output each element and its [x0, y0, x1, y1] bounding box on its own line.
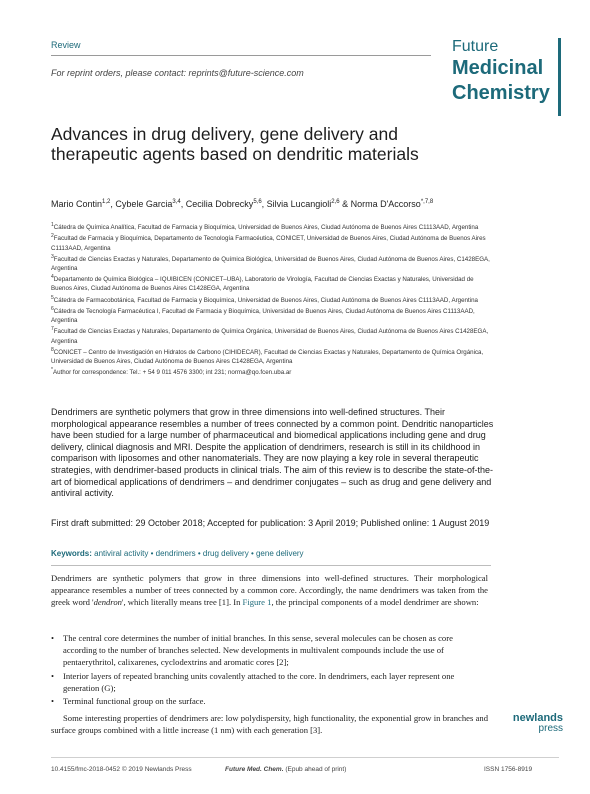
publisher-logo: [497, 712, 563, 734]
affiliation-text: Departamento de Química Biológica – IQUIBICEN (CONICET–UBA), Laboratorio de Virología, Facultad de Ciencias Exactas y Naturales, Universidad de Buenos Aires, Ciudad Autónoma de Buenos Aires C1428EGA, Argentina: [51, 276, 474, 293]
affiliation-item: [51, 305, 491, 325]
keywords-label: Keywords:: [51, 549, 92, 558]
affiliation-marker: 1: [51, 222, 54, 228]
list-item-text: The central core determines the number of initial branches. In this sense, several molecules can be chosen as core according to the number of branches selected. New developments in multivalent compounds include the use of pentaerythritol, calixarenes, cyclodextrins and aromatic cores [2];: [63, 633, 453, 668]
author-separator: ,: [261, 199, 267, 209]
publisher-logo-line1: newlands: [512, 712, 563, 724]
keyword[interactable]: gene delivery: [255, 549, 304, 558]
affiliation-marker: 2: [51, 233, 54, 240]
list-item: [51, 695, 488, 707]
affiliation-text: Author for correspondence: Tel.: + 54 9 011 4576 3300; int 231; norma@qo.fcen.uba.ar: [52, 369, 292, 377]
affiliation-item: [51, 221, 491, 232]
affiliation-item: [51, 325, 491, 345]
affiliation-text: Cátedra de Farmacobotánica, Facultad de Farmacia y Bioquímica, Universidad de Buenos Aires, Ciudad Autónoma de Buenos Aires C1113AAD, Argentina: [53, 296, 478, 304]
list-item-text: Interior layers of repeated branching units covalently attached to the core. In dendrimers, each layer represent one generation (G);: [63, 670, 455, 693]
author-affiliation-marker: 2,6: [331, 199, 340, 205]
footer-issn: ISSN 1756-8919: [484, 766, 533, 773]
author-affiliation-marker: 1,2: [102, 199, 111, 205]
reprint-note: For reprint orders, please contact: reprints@future-science.com: [51, 68, 304, 78]
affiliation-marker: *: [51, 367, 53, 374]
section-label: Review: [51, 40, 81, 50]
author-separator: &: [339, 199, 351, 209]
affiliation-marker: 8: [51, 346, 54, 353]
author-separator: ,: [180, 199, 186, 209]
keyword-separator: •: [195, 549, 203, 558]
author-affiliation-marker: 5,6: [253, 199, 262, 205]
bullet-icon: •: [51, 633, 55, 643]
footer-journal-name: Future Med. Chem.: [225, 766, 284, 773]
affiliation-text: Cátedra de Química Analítica, Facultad de Farmacia y Bioquímica, Universidad de Buenos Aires, Ciudad Autónoma de Buenos Aires C1113AAD, Argentina: [53, 224, 479, 232]
affiliation-item: [51, 232, 491, 252]
author-affiliation-marker: *,7,8: [420, 199, 434, 205]
bullet-icon: •: [51, 696, 55, 707]
author-name: Cecilia Dobrecky: [185, 199, 254, 209]
keyword-separator: •: [248, 549, 256, 558]
body-paragraph-1: [51, 572, 488, 609]
affiliation-text: Facultad de Ciencias Exactas y Naturales, Departamento de Química Orgánica, Universidad de Buenos Aires, Ciudad Autónoma de Buenos Aires C1428EGA, Argentina: [51, 328, 489, 345]
keywords: [51, 549, 496, 558]
keyword[interactable]: drug delivery: [202, 549, 249, 558]
footer-rule: [51, 757, 559, 758]
body-text: , the principal components of a model dendrimer are shown:: [271, 597, 479, 608]
affiliation-marker: 5: [51, 294, 54, 301]
author-affiliation-marker: 3,4: [172, 199, 181, 205]
keyword-separator: •: [148, 549, 156, 558]
footer-journal: [225, 766, 346, 773]
affiliation-text: CONICET – Centro de Investigación en Hidratos de Carbono (CIHIDECAR), Facultad de Ciencias Exactas y Naturales, Departamento de Química Orgánica, Universidad de Buenos Aires, Ciudad Autónoma de Buenos Aires C1428EGA, Argentina: [51, 348, 484, 366]
keywords-rule: [51, 565, 491, 566]
header-rule: [51, 55, 431, 56]
affiliation-item: [51, 273, 491, 293]
affiliation-item: [51, 294, 491, 305]
journal-name-line2: Medicinal: [452, 57, 544, 79]
affiliations: [51, 221, 491, 378]
affiliation-item: [51, 253, 491, 273]
keyword[interactable]: dendrimers: [155, 549, 196, 558]
author-name: Norma D'Accorso: [350, 199, 421, 209]
list-item-text: Terminal functional group on the surface.: [63, 696, 206, 707]
author-separator: ,: [110, 199, 116, 209]
footer-doi: 10.4155/fmc-2018-0452 © 2019 Newlands Press: [51, 766, 192, 773]
affiliation-marker: 3: [51, 253, 54, 260]
abstract: Dendrimers are synthetic polymers that grow in three dimensions into well-defined structures. Their morphological appearance resembles a number of trees connected by a common point. Dendritic nanoparticles have been studied for a large number of pharmaceutical and biomedical applications including gene and drug delivery, clinical diagnosis and MRI. Despite the application of dendrimers, research is still in its childhood in comparison with liposomes and other nanomaterials. They are now playing a key role in several therapeutic strategies, with dendrimer-based products in clinical trials. The aim of this review is to describe the state-of-the-art of biomedical applications of dendrimers – and dendrimer conjugates – such as drug and gene delivery and antiviral activity.: [51, 407, 494, 499]
author-name: Mario Contin: [51, 199, 103, 209]
affiliation-marker: 4: [51, 274, 54, 281]
affiliation-text: Cátedra de Tecnología Farmacéutica I, Facultad de Farmacia y Bioquímica, Universidad de Buenos Aires, Ciudad Autónoma de Buenos Aires C1113AAD, Argentina: [51, 308, 475, 325]
affiliation-marker: 6: [51, 305, 54, 312]
figure-link[interactable]: Figure 1: [242, 597, 272, 608]
body-text: ', which literally means tree [1]. In: [121, 597, 243, 608]
bullet-icon: •: [51, 670, 55, 681]
affiliation-text: Facultad de Ciencias Exactas y Naturales, Departamento de Química Biológica, Universidad de Buenos Aires, Ciudad Autónoma de Buenos Aires, C1428EGA, Argentina: [51, 255, 490, 272]
affiliation-marker: 7: [51, 326, 54, 333]
affiliation-item: [51, 366, 491, 377]
affiliation-text: Facultad de Farmacia y Bioquímica, Departamento de Tecnología Farmacéutica, CONICET, Universidad de Buenos Aires, Ciudad Autónoma de Buenos Aires C1113AAD, Argentina: [51, 235, 486, 252]
publication-dates: First draft submitted: 29 October 2018; Accepted for publication: 3 April 2019; Published online: 1 August 2019: [51, 518, 490, 528]
greek-word: dendron: [93, 597, 122, 608]
footer-status: (Epub ahead of print): [285, 766, 347, 773]
component-list: [51, 632, 488, 708]
body-paragraph-2: Some interesting properties of dendrimers are: low polydispersity, high functionality, the exponential grow in branches and surface groups combined with a little increase (1 nm) with each generation [3].: [51, 713, 488, 736]
publisher-logo-line2: press: [538, 723, 563, 734]
journal-name-line1: Future: [452, 38, 499, 55]
journal-name-line3: Chemistry: [452, 82, 550, 104]
author-name: Silvia Lucangioli: [266, 199, 332, 209]
author-name: Cybele Garcia: [115, 199, 173, 209]
keyword[interactable]: antiviral activity: [94, 549, 149, 558]
keyword-list: [94, 549, 303, 558]
article-title: Advances in drug delivery, gene delivery and therapeutic agents based on dendritic materials: [51, 124, 419, 164]
affiliation-item: [51, 346, 491, 366]
list-item: [51, 670, 488, 694]
list-item: [51, 632, 488, 669]
author-list: [51, 197, 491, 210]
body-text: Dendrimers are synthetic polymers that grow in three dimensions into well-defined structures. Their morphological appearance resembles a number of trees connected by a common core. Accordingly, the name dendrimers was taken from the greek word ': [51, 573, 488, 608]
